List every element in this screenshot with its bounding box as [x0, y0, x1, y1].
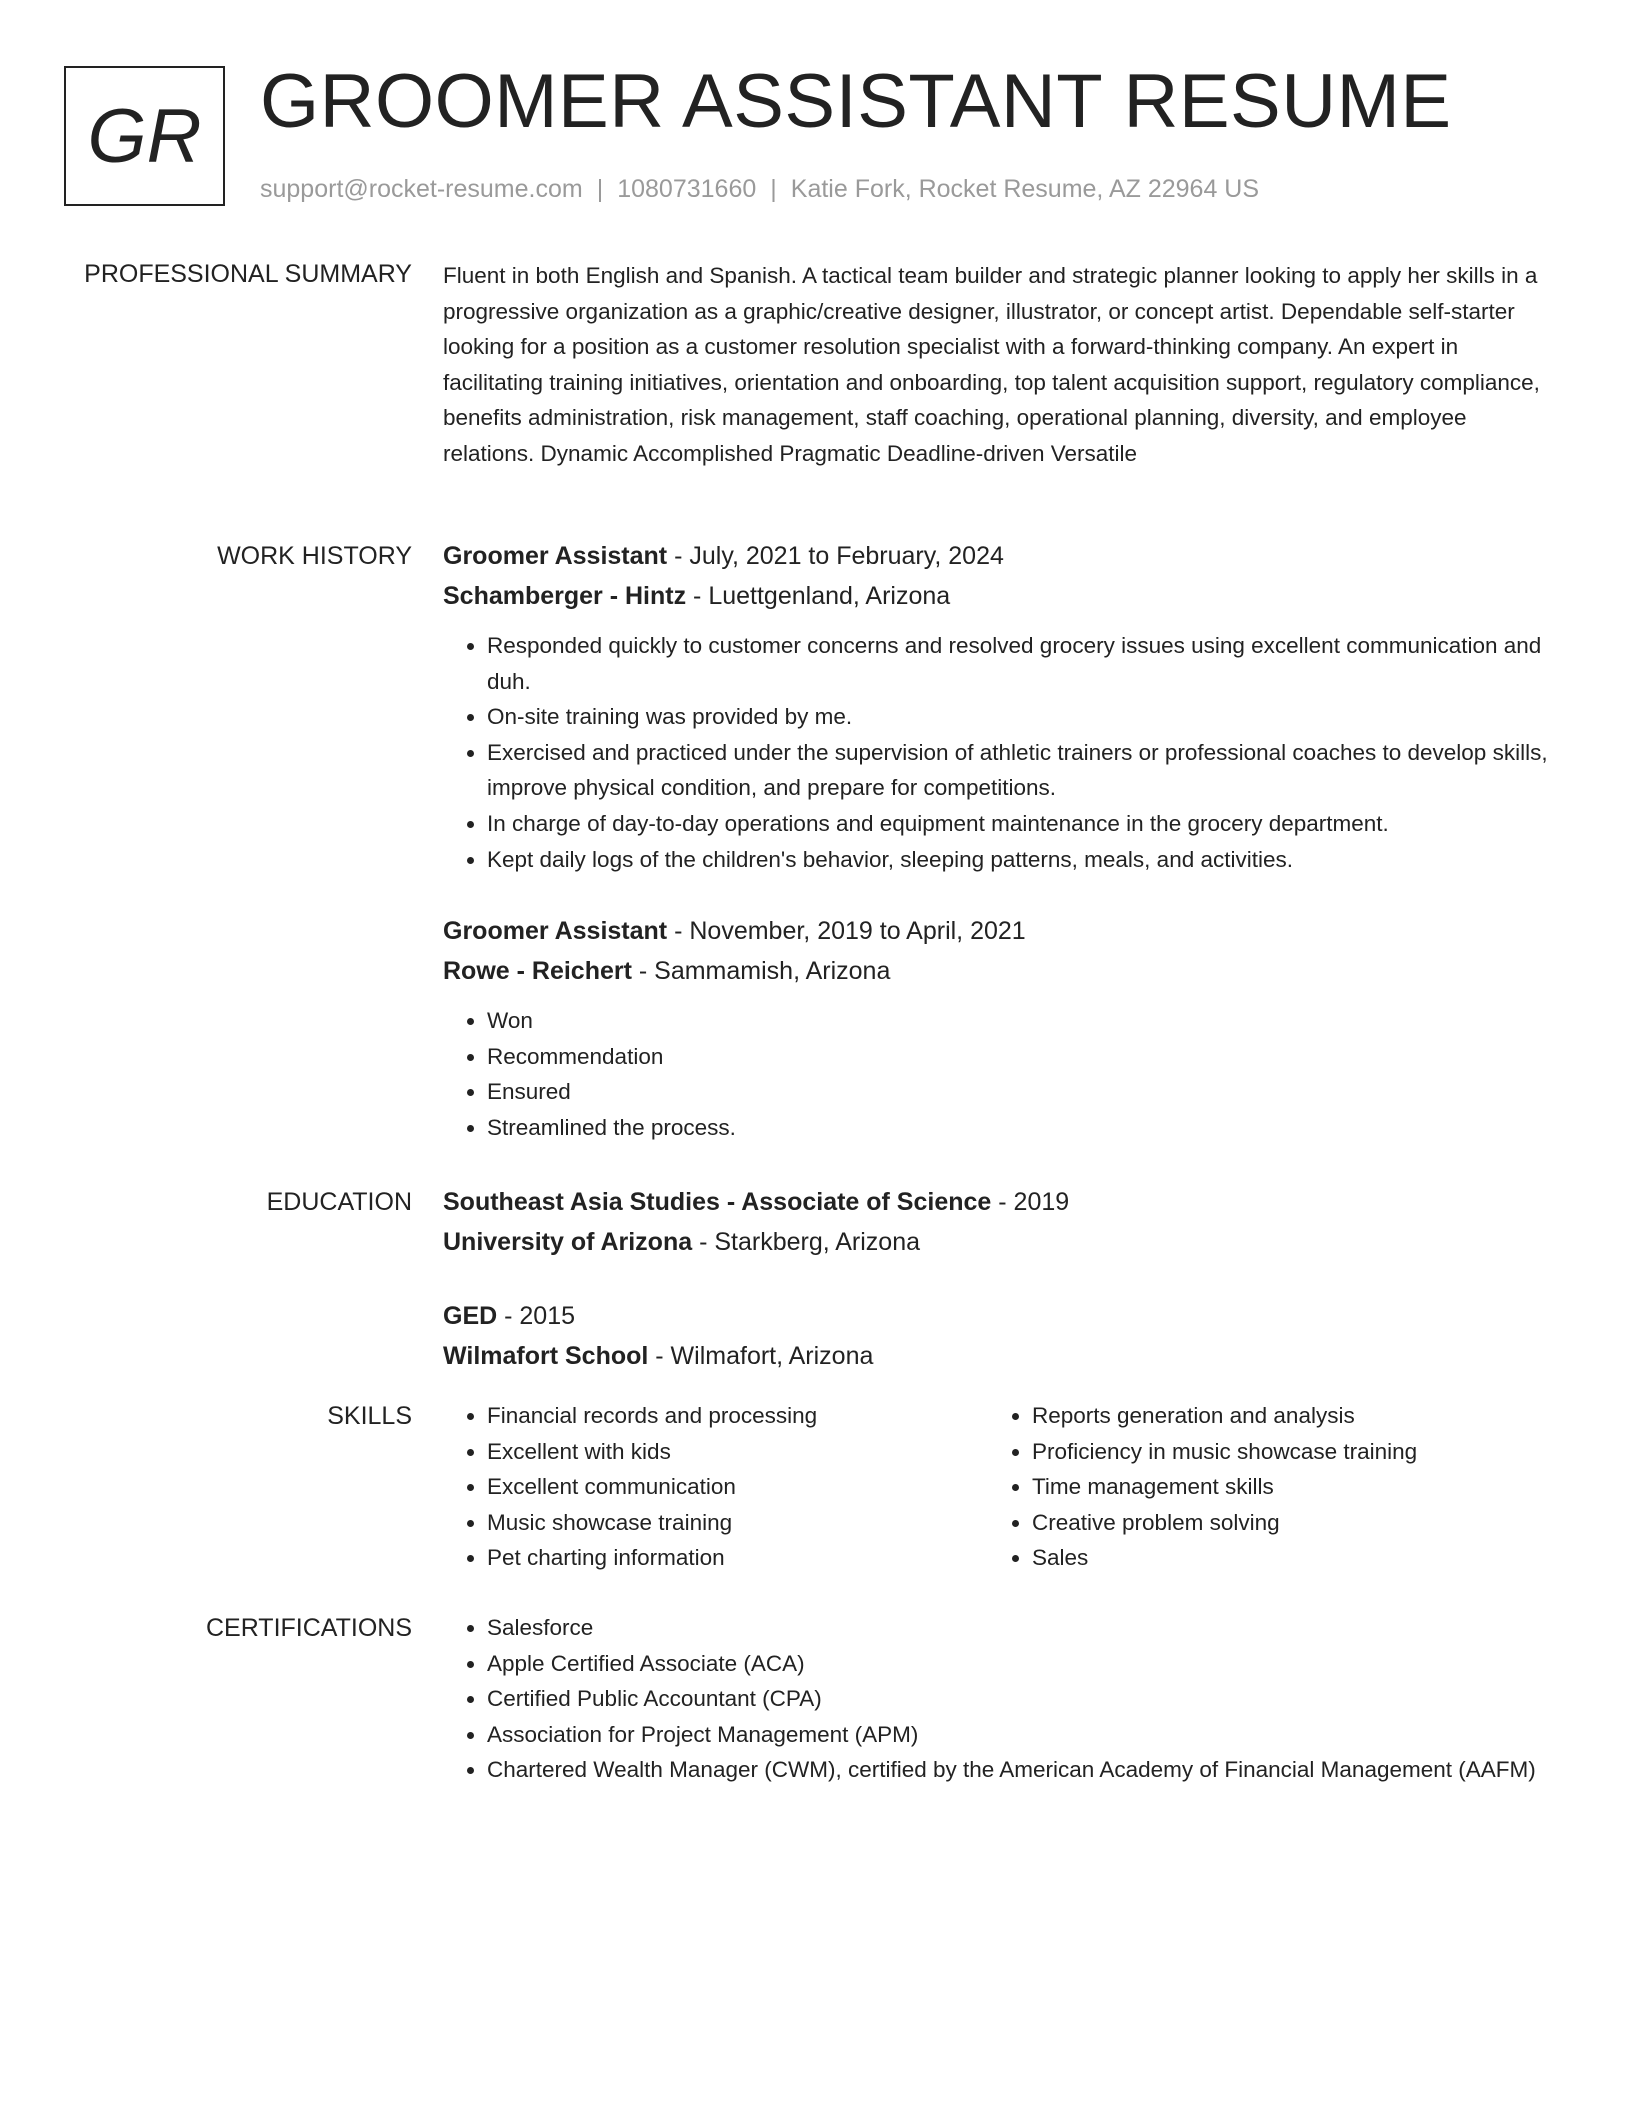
skills-grid: [443, 1398, 1558, 1576]
job-company: Rowe - Reichert: [443, 957, 632, 986]
education-year: - 2019: [991, 1188, 1070, 1216]
certifications-list: [443, 1610, 1558, 1788]
job-location: - Luettgenland, Arizona: [686, 582, 951, 610]
resume-title: GROOMER ASSISTANT RESUME: [260, 59, 1452, 144]
job-company: Schamberger - Hintz: [443, 582, 687, 610]
skill-item: • Music showcase training: [487, 1505, 988, 1541]
certification-item: • Apple Certified Associate (ACA): [487, 1646, 1558, 1682]
job-title-line: [443, 536, 1558, 576]
contact-address: Katie Fork, Rocket Resume, AZ 22964 US: [790, 175, 1260, 203]
contact-separator: |: [770, 175, 777, 203]
education-year: - 2015: [497, 1302, 576, 1330]
section-label-summary: PROFESSIONAL SUMMARY: [84, 260, 412, 288]
job-bullet: • Recommendation: [487, 1039, 1558, 1075]
job-title: Groomer Assistant: [443, 917, 668, 946]
education-degree: GED: [443, 1302, 498, 1330]
job-bullet: • Responded quickly to customer concerns and resolved grocery issues using excellent communication and duh.: [487, 628, 1558, 699]
education-school-line: [443, 1222, 1558, 1262]
skill-item: • Financial records and processing: [487, 1398, 988, 1434]
job-company-line: [443, 576, 1558, 616]
job-bullet: • Kept daily logs of the children's behavior, sleeping patterns, meals, and activities.: [487, 842, 1558, 878]
skills-column: [443, 1398, 988, 1576]
job-dates: - July, 2021 to February, 2024: [667, 542, 1004, 570]
job-entry: [443, 536, 1558, 877]
job-bullet: • Won: [487, 1003, 1558, 1039]
skill-item: • Reports generation and analysis: [1032, 1398, 1548, 1434]
section-label-work-history: WORK HISTORY: [217, 542, 412, 570]
education-degree-line: [443, 1182, 1558, 1222]
job-entry: [443, 911, 1558, 1145]
skill-item: • Sales: [1032, 1540, 1548, 1576]
section-label-certifications: CERTIFICATIONS: [205, 1614, 412, 1642]
job-bullet: • On-site training was provided by me.: [487, 699, 1558, 735]
education-school: University of Arizona: [443, 1228, 693, 1256]
education-entry: [443, 1182, 1558, 1262]
skill-item: • Creative problem solving: [1032, 1505, 1548, 1541]
job-bullets: [443, 628, 1558, 877]
section-label-skills: SKILLS: [327, 1402, 412, 1430]
contact-phone: 1080731660: [617, 175, 757, 203]
skill-item: • Excellent with kids: [487, 1434, 988, 1470]
skill-item: • Pet charting information: [487, 1540, 988, 1576]
skill-item: • Excellent communication: [487, 1469, 988, 1505]
job-bullet: • Ensured: [487, 1074, 1558, 1110]
job-bullet: • In charge of day-to-day operations and equipment maintenance in the grocery department.: [487, 806, 1558, 842]
job-bullets: [443, 1003, 1558, 1145]
education-entry: [443, 1296, 1558, 1376]
education-degree-line: [443, 1296, 1558, 1336]
contact-email: support@rocket-resume.com: [260, 175, 583, 203]
job-title-line: [443, 911, 1558, 951]
job-dates: - November, 2019 to April, 2021: [667, 917, 1026, 946]
section-label-education: EDUCATION: [266, 1188, 412, 1216]
job-bullet: • Streamlined the process.: [487, 1110, 1558, 1146]
certification-item: • Association for Project Management (APM): [487, 1717, 1558, 1753]
education-location: - Wilmafort, Arizona: [648, 1342, 874, 1370]
job-title: Groomer Assistant: [443, 542, 668, 570]
monogram-initials: GR: [87, 93, 202, 179]
education-degree: Southeast Asia Studies - Associate of Science: [443, 1188, 992, 1216]
job-location: - Sammamish, Arizona: [631, 957, 891, 986]
monogram-badge: [64, 66, 225, 206]
skill-item: • Proficiency in music showcase training: [1032, 1434, 1548, 1470]
education-school: Wilmafort School: [443, 1342, 649, 1370]
skills-list: [443, 1398, 988, 1576]
education-location: - Starkberg, Arizona: [692, 1228, 921, 1256]
skill-item: • Time management skills: [1032, 1469, 1548, 1505]
skills-list: [988, 1398, 1548, 1576]
certification-item: • Chartered Wealth Manager (CWM), certified by the American Academy of Financial Management (AAFM): [487, 1752, 1558, 1788]
summary-text: Fluent in both English and Spanish. A tactical team builder and strategic planner looking to apply her skills in a progressive organization as a graphic/creative designer, illustrator, or concept artist. Dependable self-starter looking for a position as a customer resolution specialist with a forward-thinking company. An expert in facilitating training initiatives, orientation and onboarding, top talent acquisition support, regulatory compliance, benefits administration, risk management, staff coaching, operational planning, diversity, and employee relations. Dynamic Accomplished Pragmatic Deadline-driven Versatile: [443, 263, 1540, 466]
contact-separator: |: [596, 175, 604, 203]
job-company-line: [443, 951, 1558, 991]
certification-item: • Certified Public Accountant (CPA): [487, 1681, 1558, 1717]
education-school-line: [443, 1336, 1558, 1376]
job-bullet: • Exercised and practiced under the supervision of athletic trainers or professional coaches to develop skills, improve physical condition, and prepare for competitions.: [487, 735, 1558, 806]
contact-line: [260, 172, 1259, 206]
certification-item: • Salesforce: [487, 1610, 1558, 1646]
skills-column: [988, 1398, 1548, 1576]
